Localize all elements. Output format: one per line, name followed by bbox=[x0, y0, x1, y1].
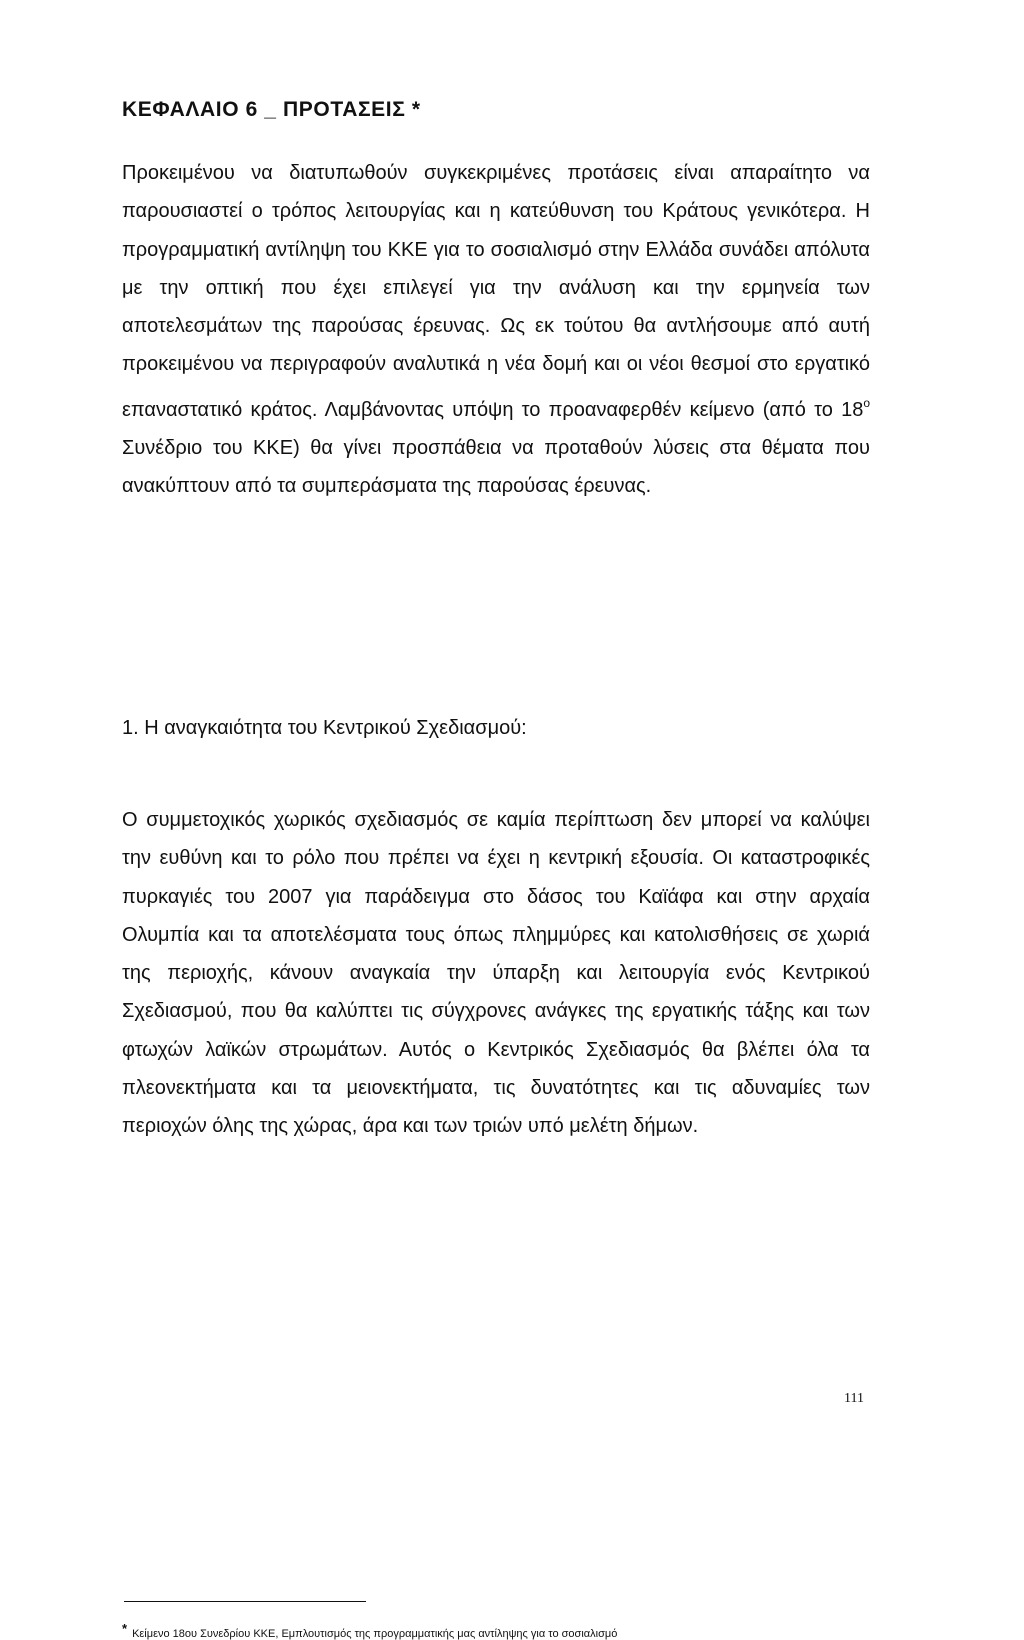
ordinal-superscript: ο bbox=[863, 395, 870, 410]
footnote bbox=[122, 1621, 617, 1640]
section-body-paragraph: Ο συμμετοχικός χωρικός σχεδιασμός σε καμία περίπτωση δεν μπορεί να καλύψει την ευθύνη και το ρόλο που πρέπει να έχει η κεντρική εξουσία. Οι καταστροφικές πυρκαγιές του 2007 για παράδειγμα στο δάσος του Καϊάφα και στην αρχαία Ολυμπία και τα αποτελέσματα τους όπως πλημμύρες και κατολισθήσεις σε χωριά της περιοχής, κάνουν αναγκαία την ύπαρξη και λειτουργία ενός Κεντρικού Σχεδιασμού, που θα καλύπτει τις σύγχρονες ανάγκες της εργατικής τάξης και των φτωχών λαϊκών στρωμάτων. Αυτός ο Κεντρικός Σχεδιασμός θα βλέπει όλα τα πλεονεκτήματα και τα μειονεκτήματα, τις δυνατότητες και τις αδυναμίες των περιοχών όλης της χώρας, άρα και των τριών υπό μελέτη δήμων. bbox=[122, 809, 870, 1138]
footnote-text: Κείμενο 18ου Συνεδρίου ΚΚΕ, Εμπλουτισμός της προγραμματικής μας αντίληψης για το σοσιαλισμό bbox=[132, 1628, 618, 1640]
intro-paragraph bbox=[122, 154, 870, 506]
intro-text-part-2: Συνέδριο του ΚΚΕ) θα γίνει προσπάθεια να προταθούν λύσεις στα θέματα που ανακύπτουν από τα συμπεράσματα της παρούσας έρευνας. bbox=[122, 437, 870, 498]
footnote-marker: * bbox=[122, 1621, 128, 1636]
footnote-divider bbox=[124, 1601, 366, 1602]
section-title: 1. Η αναγκαιότητα του Κεντρικού Σχεδιασμού: bbox=[122, 717, 527, 739]
page-number: 111 bbox=[844, 1391, 864, 1406]
intro-text-part-1: Προκειμένου να διατυπωθούν συγκεκριμένες προτάσεις είναι απαραίτητο να παρουσιαστεί ο τρόπος λειτουργίας και η κατεύθυνση του Κράτους γενικότερα. Η προγραμματική αντίληψη του ΚΚΕ για το σοσιαλισμό στην Ελλάδα συνάδει απόλυτα με την οπτική που έχει επιλεγεί για την ανάλυση και την ερμηνεία των αποτελεσμάτων της παρούσας έρευνας. Ως εκ τούτου θα αντλήσουμε από αυτή προκειμένου να περιγραφούν αναλυτικά η νέα δομή και οι νέοι θεσμοί στο εργατικό επαναστατικό κράτος. Λαμβάνοντας υπόψη το προαναφερθέν κείμενο (από το 18 bbox=[122, 162, 870, 421]
chapter-heading: ΚΕΦΑΛΑΙΟ 6 _ ΠΡΟΤΑΣΕΙΣ * bbox=[122, 98, 421, 121]
